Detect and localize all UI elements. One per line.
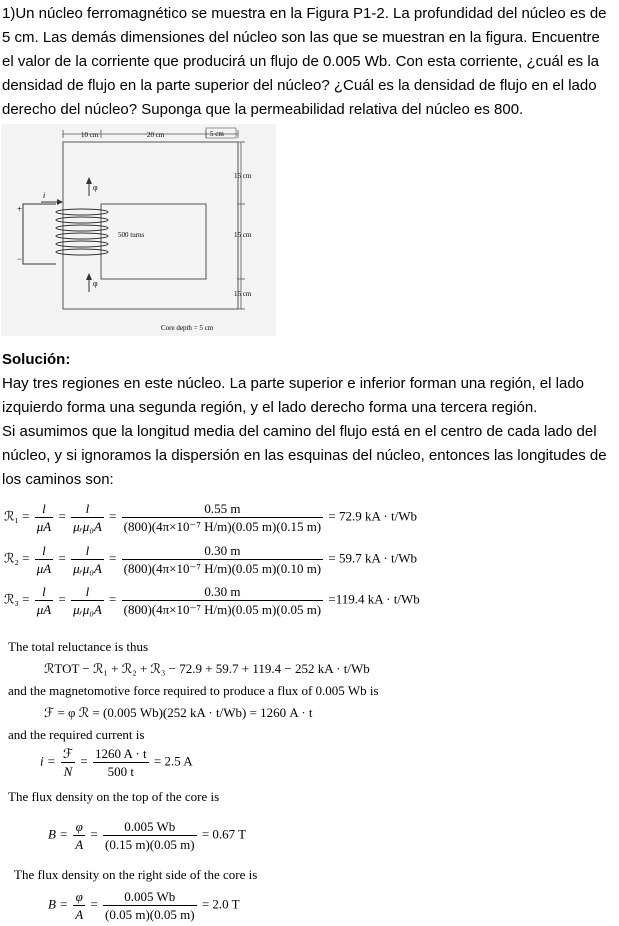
- current-equation: i = $\frac{\text{ℱ}}{N}$ = $\frac{1260 A \cdot t}{500 t}$ = 2.5 A: [40, 746, 193, 779]
- reluctance-equation-3: ℛ₃ = $\frac{l}{\mu A}$ = $\frac{l}{\text{μᵣμ₀A}}$ = $\frac{0.30 m}{\text{(800)(4π×10⁻⁷ H/m)(0.05 m)(0.05 m)}}$ =119.4 kA · t/Wb: [4, 584, 420, 617]
- plus-label: +: [17, 204, 23, 214]
- flux-label: φ: [93, 279, 98, 288]
- core-window: [101, 204, 206, 279]
- turns-label: 500 turns: [118, 231, 145, 239]
- core-figure: [1, 124, 276, 336]
- core-diagram: [1, 124, 276, 336]
- right-flux-intro: The flux density on the right side of the core is: [14, 867, 258, 882]
- flux-label: φ: [93, 183, 98, 192]
- dim-label: 15 cm: [234, 172, 252, 180]
- figure-caption: Core depth = 5 cm: [161, 324, 214, 332]
- reluctance-equation-2: ℛ₂ = $\frac{l}{\mu A}$ = $\frac{l}{\text{μᵣμ₀A}}$ = $\frac{0.30 m}{\text{(800)(4π×10⁻⁷ H/m)(0.05 m)(0.10 m)}}$ = 59.7 kA · t/Wb: [4, 543, 417, 576]
- reluctance-equation-1: ℛ₁ = $\frac{l}{\mu A}$ = $\frac{l}{\text{μᵣμ₀A}}$ = $\frac{0.55 m}{\text{(800)(4π×10⁻⁷ H/m)(0.05 m)(0.15 m)}}$ = 72.9 kA · t/Wb: [4, 501, 417, 534]
- coil-windings: [56, 209, 108, 255]
- mmf-equation: ℱ = φ ℛ = (0.005 Wb)(252 kA · t/Wb) = 1260 A · t: [44, 705, 313, 720]
- dim-label: 10 cm: [81, 131, 99, 139]
- solution-paragraph-1: Hay tres regiones en este núcleo. La parte superior e inferior forman una región, el lado izquierdo forma una segunda región, y el lado derecho forma una tercera región.: [2, 375, 585, 416]
- solution-paragraph-2: Si asumimos que la longitud media del camino del flujo está en el centro de cada lado del núcleo, y si ignoramos la dispersión en las esquinas del núcleo, entonces las longitudes de los caminos son:: [2, 423, 607, 488]
- right-flux-equation: B = $\frac{\varphi}{A}$ = $\frac{0.005 Wb}{(0.05 m)(0.05 m)}$ = 2.0 T: [48, 889, 240, 922]
- dim-label: 20 cm: [147, 131, 165, 139]
- top-flux-equation: B = $\frac{\varphi}{A}$ = $\frac{0.005 Wb}{(0.15 m)(0.05 m)}$ = 0.67 T: [48, 819, 247, 852]
- current-label: i: [43, 191, 46, 200]
- total-reluctance-intro: The total reluctance is thus: [8, 639, 149, 654]
- solution-heading: Solución:: [2, 351, 71, 368]
- total-reluctance-equation: ℛTOT − ℛ₁ + ℛ₂ + ℛ₃ − 72.9 + 59.7 + 119.4 − 252 kA · t/Wb: [44, 661, 370, 676]
- coil-leads: [23, 204, 56, 264]
- problem-statement: 1)Un núcleo ferromagnético se muestra en la Figura P1-2. La profundidad del núcleo es de 5 cm. Las demás dimensiones del núcleo son las que se muestran en la figura. Encuentre el valor de la corriente que producirá un flujo de 0.005 Wb. Con esta corriente, ¿cuál es la densidad de flujo en la parte superior del núcleo? ¿Cuál es la densidad de flujo en el lado derecho del núcleo? Suponga que la permeabilidad relativa del núcleo es 800.: [2, 5, 607, 118]
- minus-label: −: [17, 254, 23, 264]
- dim-label: 15 cm: [234, 231, 252, 239]
- top-flux-intro: The flux density on the top of the core is: [8, 789, 220, 804]
- mmf-intro: and the magnetomotive force required to produce a flux of 0.005 Wb is: [8, 683, 379, 698]
- dim-label: 15 cm: [234, 290, 252, 298]
- current-intro: and the required current is: [8, 727, 145, 742]
- dim-label: 5 cm: [210, 130, 224, 138]
